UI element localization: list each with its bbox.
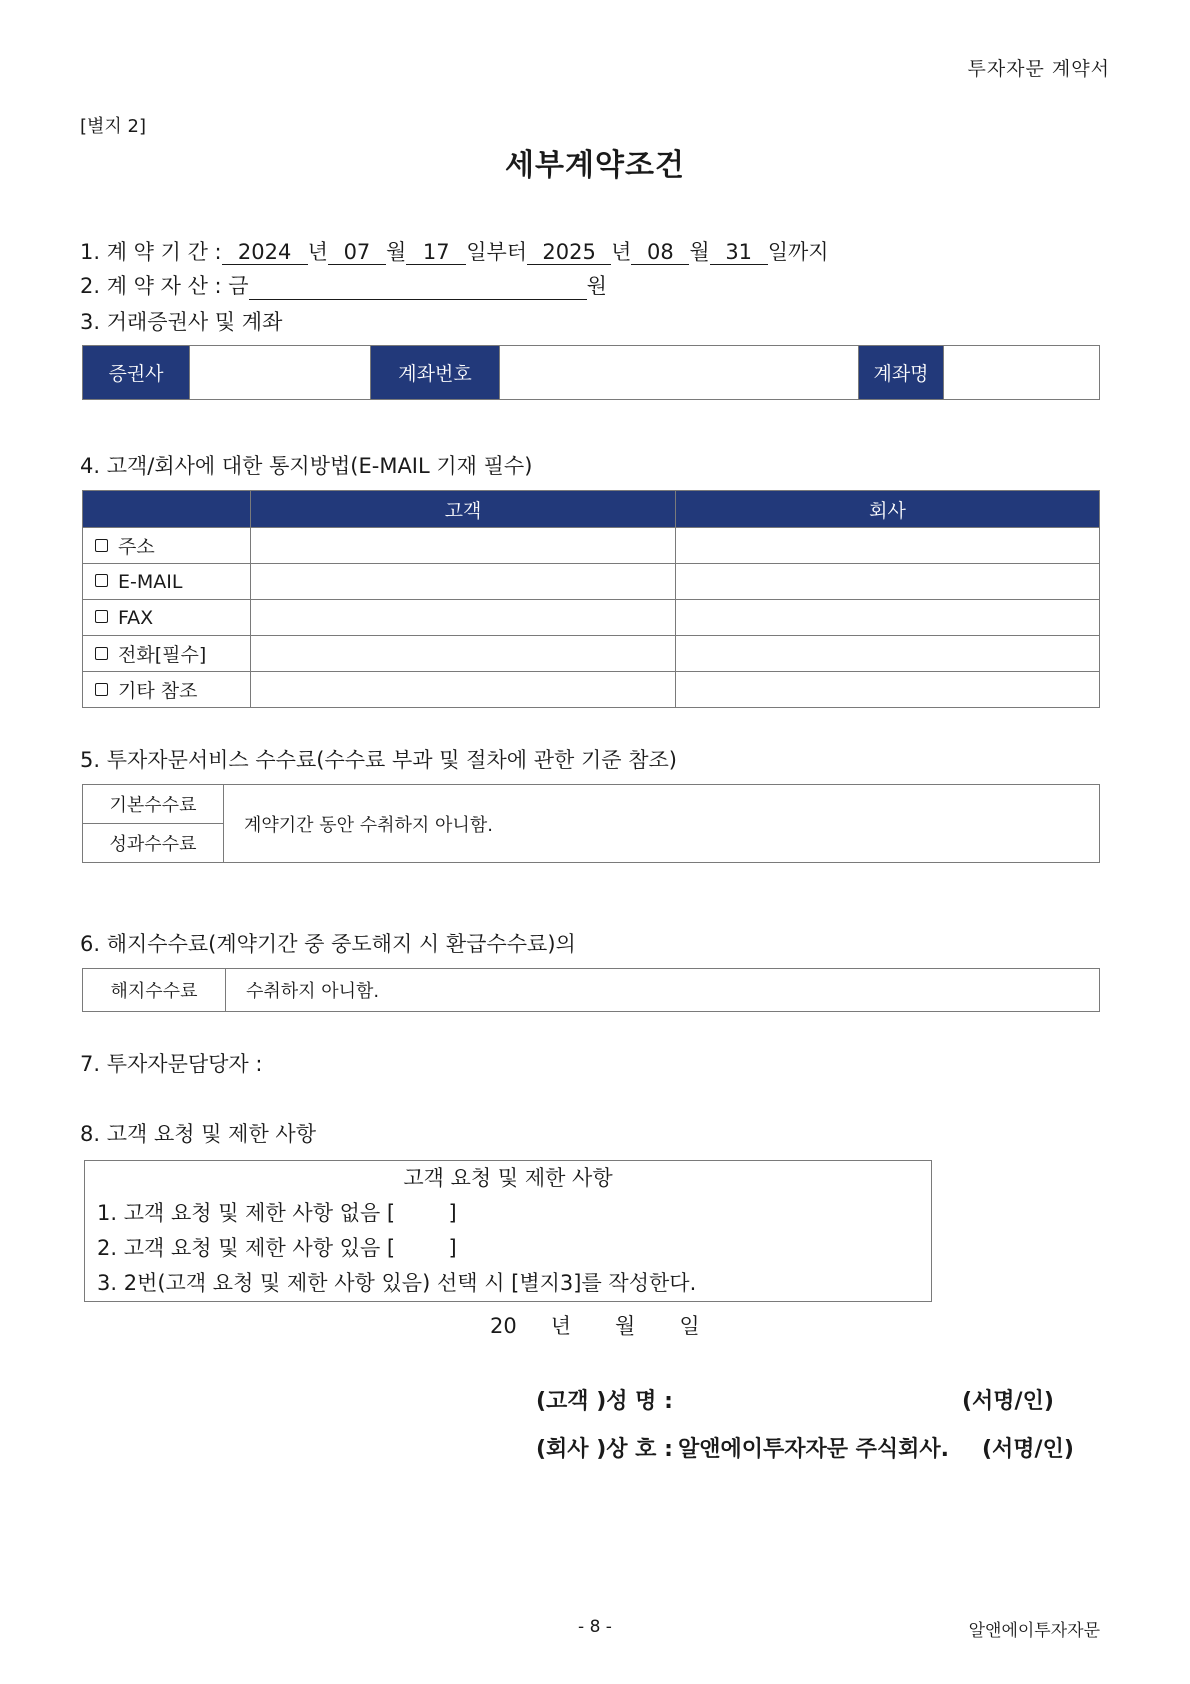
- from-unit: 일부터: [466, 240, 528, 264]
- advisory-fee-value: 계약기간 동안 수취하지 아니함.: [224, 785, 1100, 863]
- notification-table: [82, 490, 1100, 708]
- account-number-label: 계좌번호: [371, 346, 500, 400]
- row-label[interactable]: [83, 672, 251, 708]
- contract-asset-line: [80, 270, 607, 300]
- customer-cell[interactable]: [251, 528, 676, 564]
- contract-period-line: [80, 236, 829, 266]
- account-name-value[interactable]: [944, 346, 1100, 400]
- company-cell[interactable]: [676, 636, 1100, 672]
- company-name-label: (회사 )상 호 :: [536, 1437, 673, 1462]
- account-number-value[interactable]: [500, 346, 859, 400]
- company-cell[interactable]: [676, 600, 1100, 636]
- table-row: [83, 636, 1100, 672]
- company-cell[interactable]: [676, 672, 1100, 708]
- request-option-exists[interactable]: 2. 고객 요청 및 제한 사항 있음 [ ]: [97, 1236, 457, 1260]
- customer-name-label: (고객 )성 명 :: [536, 1389, 673, 1414]
- start-year: 2024: [222, 241, 308, 265]
- row-label[interactable]: [83, 600, 251, 636]
- table-row: [83, 600, 1100, 636]
- attachment-label: [별지 2]: [80, 116, 146, 137]
- broker-account-heading: 3. 거래증권사 및 계좌: [80, 310, 283, 334]
- date-year-prefix: 20: [490, 1314, 517, 1338]
- performance-fee-label: 성과수수료: [83, 824, 224, 863]
- broker-value[interactable]: [190, 346, 371, 400]
- checkbox-icon[interactable]: [95, 683, 108, 696]
- customer-sign-mark: (서명/인): [962, 1389, 1054, 1414]
- company-column-header: 회사: [676, 491, 1100, 528]
- company-cell[interactable]: [676, 564, 1100, 600]
- checkbox-icon[interactable]: [95, 539, 108, 552]
- broker-account-table: [82, 345, 1100, 400]
- date-year-unit: 년: [550, 1314, 572, 1338]
- row-label[interactable]: [83, 564, 251, 600]
- account-name-label: 계좌명: [859, 346, 944, 400]
- won-unit: 원: [586, 274, 607, 298]
- contract-asset-amount[interactable]: [249, 277, 587, 300]
- end-month-unit: 월: [689, 240, 710, 264]
- contract-asset-label: 2. 계 약 자 산 : 금: [80, 274, 249, 298]
- start-month: 07: [328, 241, 386, 265]
- page-title: 세부계약조건: [505, 148, 685, 183]
- row-label-text: 전화[필수]: [118, 644, 207, 666]
- date-month-unit: 월: [615, 1314, 636, 1338]
- base-fee-label: 기본수수료: [83, 785, 224, 824]
- advisory-fee-table: [82, 784, 1100, 863]
- broker-label: 증권사: [83, 346, 190, 400]
- row-label[interactable]: [83, 528, 251, 564]
- signature-date-line: [490, 1310, 700, 1340]
- row-label-text: 기타 참조: [118, 680, 198, 702]
- request-option-none[interactable]: 1. 고객 요청 및 제한 사항 없음 [ ]: [97, 1201, 457, 1225]
- row-label-text: 주소: [118, 536, 155, 558]
- company-cell[interactable]: [676, 528, 1100, 564]
- advisory-fee-heading: 5. 투자자문서비스 수수료(수수료 부과 및 절차에 관한 기준 참조): [80, 748, 677, 772]
- end-day: 31: [710, 241, 768, 265]
- company-sign-mark: (서명/인): [982, 1437, 1074, 1462]
- company-name: 알앤에이투자자문 주식회사.: [678, 1437, 950, 1462]
- table-row: [83, 672, 1100, 708]
- customer-cell[interactable]: [251, 672, 676, 708]
- notification-heading: 4. 고객/회사에 대한 통지방법(E-MAIL 기재 필수): [80, 454, 533, 478]
- month-unit: 월: [385, 240, 407, 264]
- termination-fee-value: 수취하지 아니함.: [226, 969, 1100, 1012]
- checkbox-icon[interactable]: [95, 647, 108, 660]
- customer-cell[interactable]: [251, 636, 676, 672]
- table-row: [83, 528, 1100, 564]
- customer-cell[interactable]: [251, 564, 676, 600]
- notification-corner-header: [83, 491, 251, 528]
- contract-period-label: 1. 계 약 기 간 :: [80, 240, 222, 264]
- row-label[interactable]: [83, 636, 251, 672]
- advisor-in-charge-label: 7. 투자자문담당자 :: [80, 1052, 263, 1076]
- customer-requests-box: [84, 1160, 932, 1302]
- termination-fee-label: 해지수수료: [83, 969, 226, 1012]
- date-day-unit: 일: [679, 1314, 700, 1338]
- end-year-unit: 년: [611, 240, 632, 264]
- request-option-note: 3. 2번(고객 요청 및 제한 사항 있음) 선택 시 [별지3]를 작성한다.: [97, 1271, 697, 1295]
- termination-fee-table: [82, 968, 1100, 1012]
- footer-company: 알앤에이투자자문: [968, 1621, 1100, 1641]
- start-day: 17: [406, 241, 466, 265]
- page-number: - 8 -: [578, 1617, 612, 1637]
- row-label-text: E-MAIL: [118, 570, 183, 593]
- customer-requests-box-title: 고객 요청 및 제한 사항: [403, 1166, 613, 1190]
- table-row: [83, 564, 1100, 600]
- end-month: 08: [631, 241, 689, 265]
- until-unit: 일까지: [767, 240, 829, 264]
- year-unit: 년: [307, 240, 328, 264]
- checkbox-icon[interactable]: [95, 574, 108, 587]
- checkbox-icon[interactable]: [95, 610, 108, 623]
- document-header: 투자자문 계약서: [967, 58, 1110, 80]
- customer-column-header: 고객: [251, 491, 676, 528]
- termination-fee-heading: 6. 해지수수료(계약기간 중 중도해지 시 환급수수료)의: [80, 932, 576, 956]
- customer-cell[interactable]: [251, 600, 676, 636]
- end-year: 2025: [527, 241, 611, 265]
- row-label-text: FAX: [118, 606, 154, 629]
- customer-requests-heading: 8. 고객 요청 및 제한 사항: [80, 1122, 316, 1146]
